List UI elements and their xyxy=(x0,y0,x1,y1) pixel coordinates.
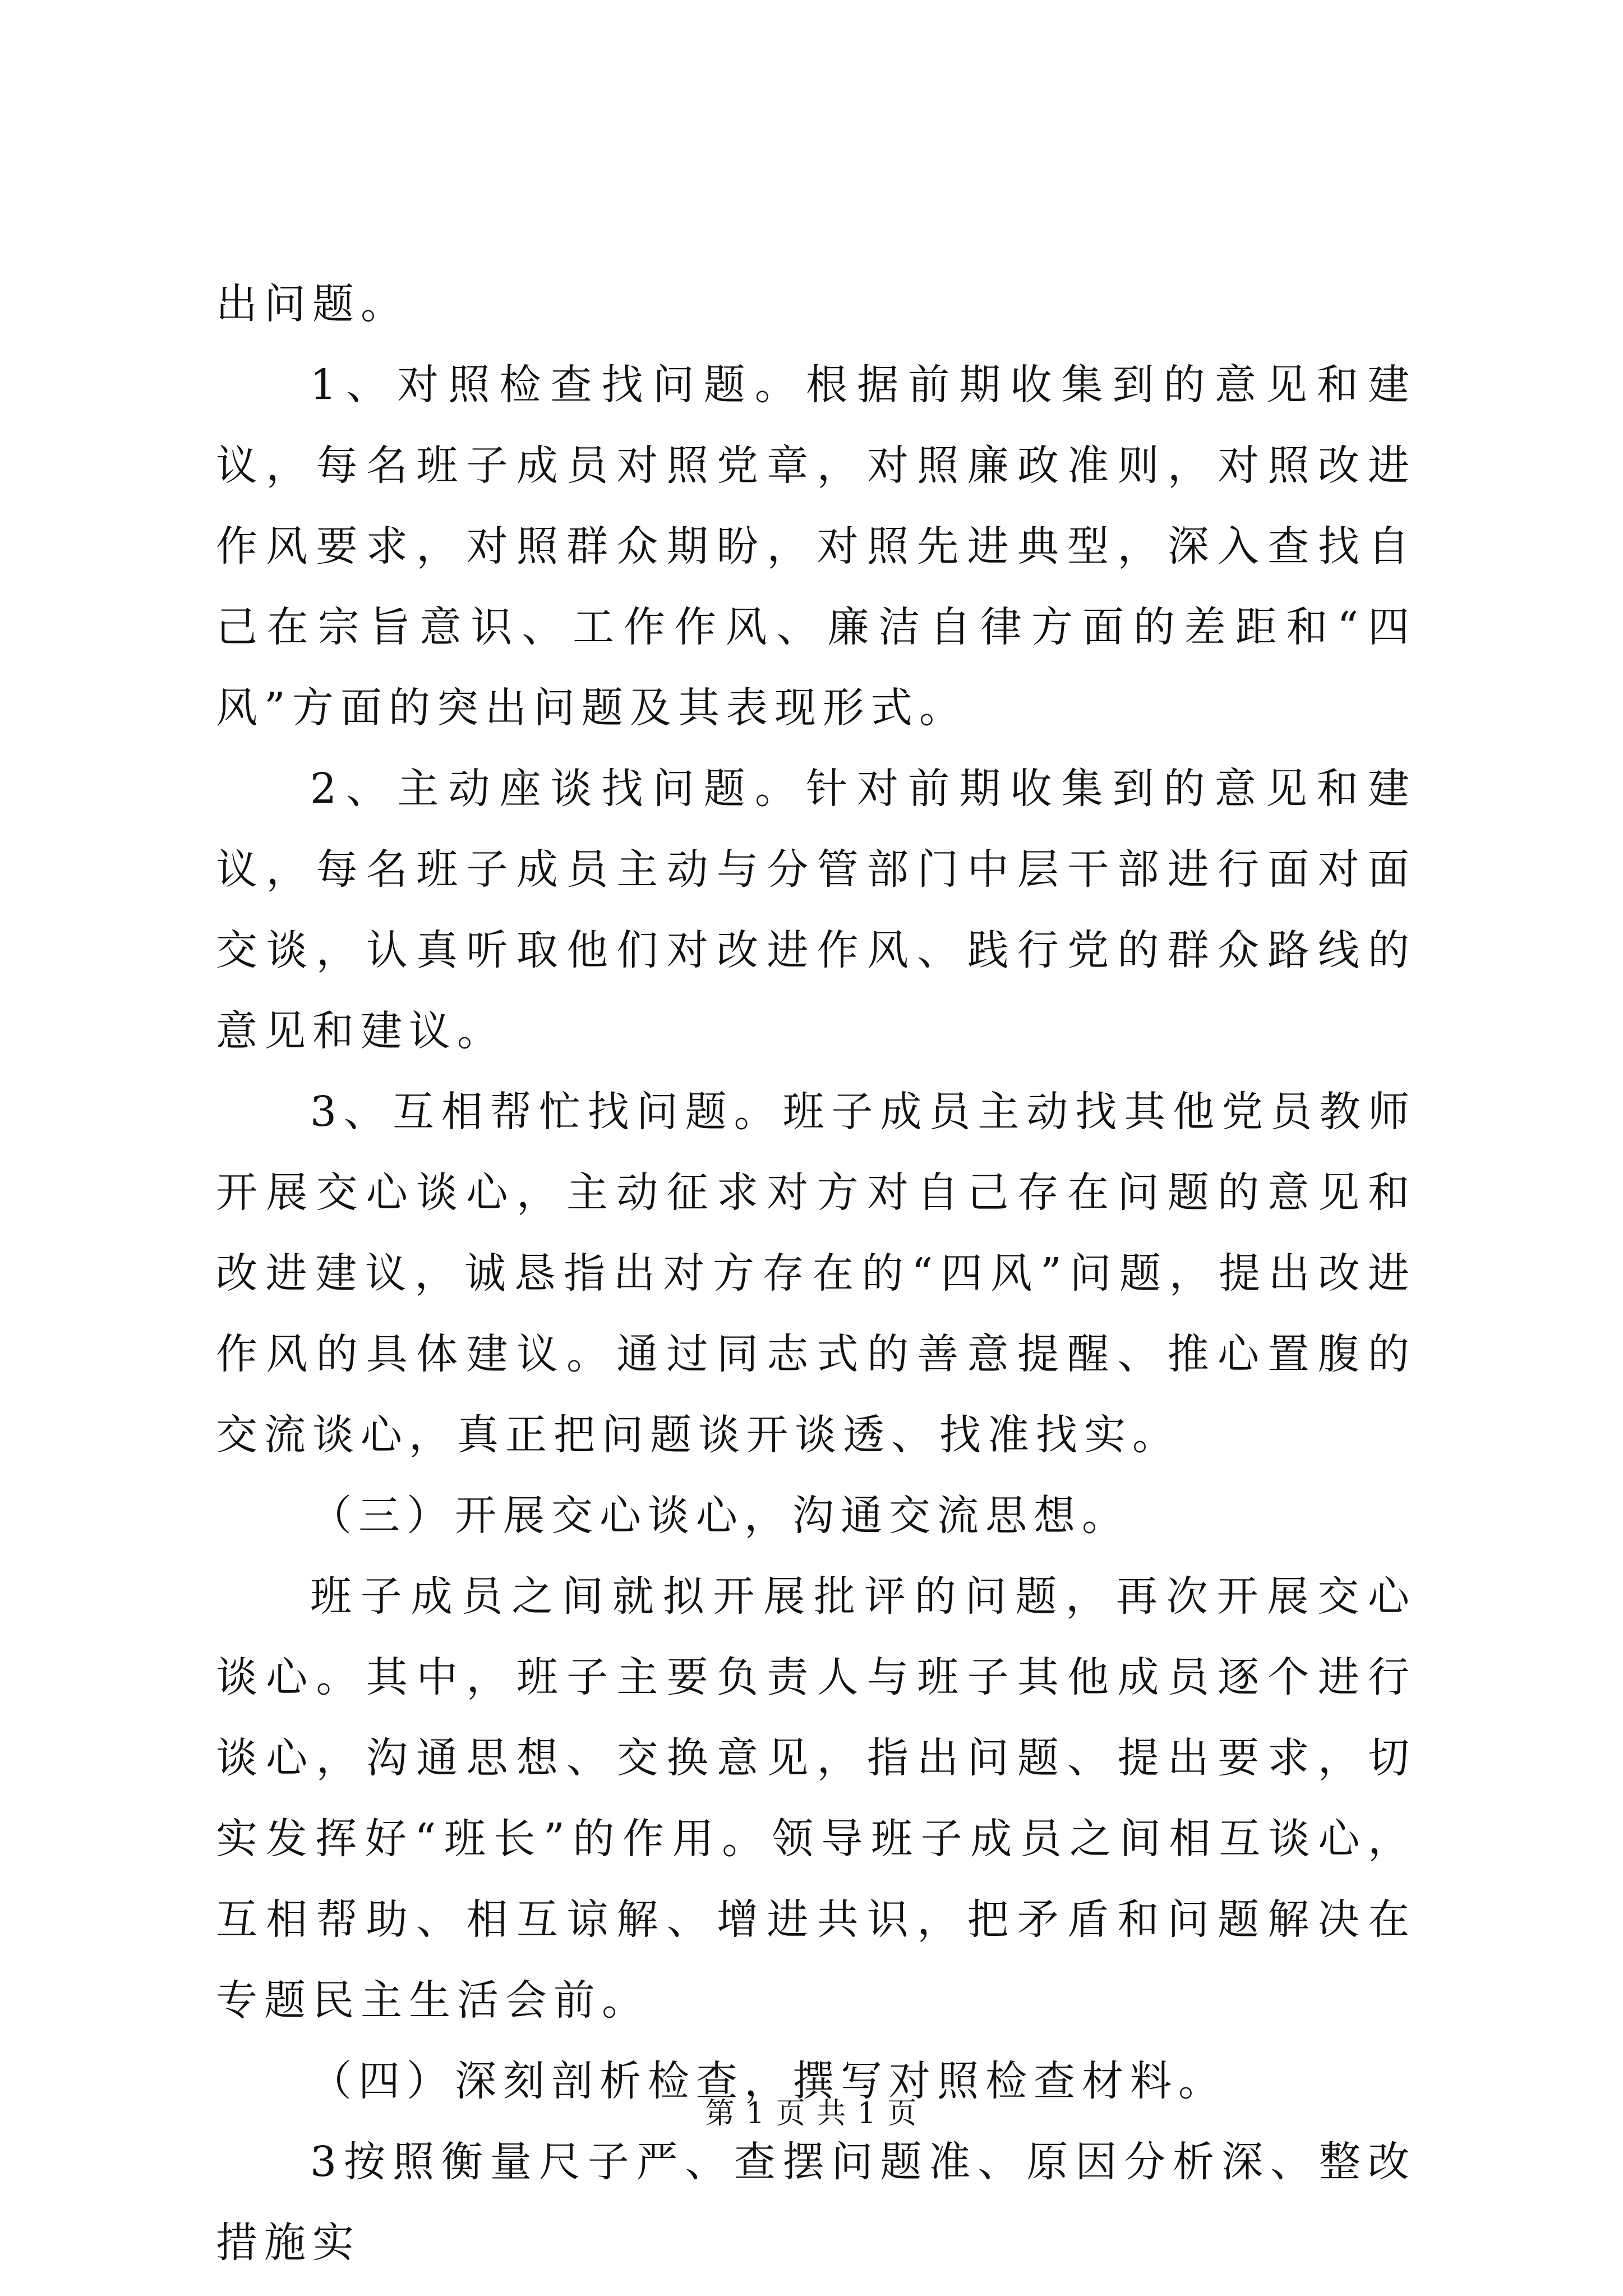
paragraph-item-3: 3、互相帮忙找问题。班子成员主动找其他党员教师开展交心谈心，主动征求对方对自己存在问题的意见和改进建议，诚恳指出对方存在的“四风”问题，提出改进作风的具体建议。通过同志式的善意提醒、推心置腹的交流谈心，真正把问题谈开谈透、找准找实。 xyxy=(216,1088,1416,1459)
section-heading-3: （三）开展交心谈心，沟通交流思想。 xyxy=(310,1492,1130,1540)
paragraph-continuation: 出问题。 xyxy=(216,280,409,328)
paragraph-item-2: 2、主动座谈找问题。针对前期收集到的意见和建议，每名班子成员主动与分管部门中层干部进行面对面交谈，认真听取他们对改进作风、践行党的群众路线的意见和建议。 xyxy=(216,765,1416,1055)
paragraph-section-3-body: 班子成员之间就拟开展批评的问题，再次开展交心谈心。其中，班子主要负责人与班子其他成员逐个进行谈心，沟通思想、交换意见，指出问题、提出要求，切实发挥好“班长”的作用。领导班子成员之间相互谈心，互相帮助、相互谅解、增进共识，把矛盾和问题解决在专题民主生活会前。 xyxy=(216,1572,1416,2024)
section-heading-4: （四）深刻剖析检查，撰写对照检查材料。 xyxy=(310,2057,1227,2105)
document-body xyxy=(216,264,1416,2283)
page-footer: 第 1 页 共 1 页 xyxy=(705,2097,918,2131)
paragraph-section-4-body: 3按照衡量尺子严、查摆问题准、原因分析深、整改措施实 xyxy=(216,2138,1416,2267)
paragraph-item-1: 1、对照检查找问题。根据前期收集到的意见和建议，每名班子成员对照党章，对照廉政准则，对照改进作风要求，对照群众期盼，对照先进典型，深入查找自己在宗旨意识、工作作风、廉洁自律方面的差距和“四风”方面的突出问题及其表现形式。 xyxy=(216,361,1416,732)
